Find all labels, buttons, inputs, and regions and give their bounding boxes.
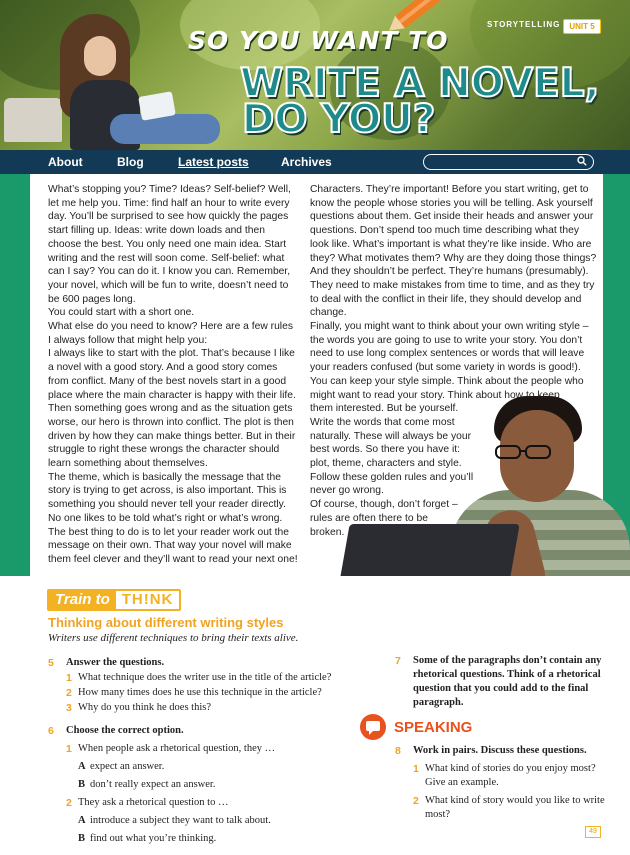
exercise-6: 6 Choose the correct option. 1 When people ask a rhetorical question, they … A expect an answer. B don’t really expect an answer. 2 They ask a rhetorical question to … A introduce a subject they want to talk about. B find out what you’re thinking. — [48, 724, 368, 846]
exercise-instruction: Answer the questions. — [66, 657, 165, 668]
paragraph: Characters. They’re important! Before you start writing, get to know the people whose stories you will be telling. Ask yourself questions about them. Get inside their heads and answer your questions. Don’t spend too much time describing what they look like. What’s important is what they’re like inside. Who are they? What motivates them? Why are they doing those things? And they shouldn’t be perfect. They’re humans (presumably). They need to make mistakes from time to time, and as they try to deal with the conflict in their life, they should develop and change. — [310, 184, 597, 319]
search-input[interactable] — [423, 154, 594, 170]
paragraph: Finally, you might want to think about your own writing style – the words you are going to use to write your story. You don’t need to use long complex sentences or words that will leave your readers confused (but some variety in words is good!). You can keep your style simple. Think about the people who might want to read your story. Think about how to keep — [310, 321, 589, 401]
section-subtitle: Writers use different techniques to bring their texts alive. — [48, 632, 299, 644]
speaking-heading: SPEAKING — [360, 714, 472, 740]
question-item: 1 When people ask a rhetorical question, they … — [66, 743, 276, 755]
paragraph: them interested. But be yourself. Write the words that come most naturally. These will always be your best words. So there you have it: plot, theme, characters and style. Follow these golden rules and you’ll never go wrong. — [310, 403, 474, 497]
nav-blog[interactable]: Blog — [117, 155, 144, 169]
exercise-5: 5 Answer the questions. 1 What technique does the writer use in the title of the article? 2 How many times does he use this technique in the article? 3 Why do you think he does this? — [48, 656, 368, 715]
paragraph: You could start with a short one. — [48, 307, 195, 319]
nav-about[interactable]: About — [48, 155, 83, 169]
option-a[interactable]: A introduce a subject they want to talk about. — [78, 815, 271, 826]
exercise-instruction: Some of the paragraphs don’t contain any rhetorical questions. Think of a rhetorical question that you could add to the final paragraph. — [413, 655, 602, 708]
question-item: 2 What kind of story would you like to write most? — [413, 795, 605, 820]
paragraph: What else do you need to know? Here are a few rules I always follow that might help you: — [48, 321, 293, 346]
title-big: WRITE A NOVEL, DO YOU? — [240, 61, 600, 142]
title-small: SO YOU WANT TO — [188, 26, 449, 55]
question-item: 3 Why do you think he does this? — [66, 702, 211, 714]
option-b[interactable]: B find out what you’re thinking. — [78, 833, 217, 844]
green-border-left — [0, 174, 30, 576]
paragraph: The theme, which is basically the message that the story is trying to get across, is also important. This is something you should never tell your reader directly. No one likes to be told what’s right or what’s wrong. The best thing to do is to let your reader work out the message on their own. That way your novel will make them feel clever and they’ll want to read your next one! — [48, 471, 298, 565]
article-column-right — [310, 183, 600, 539]
bench-image — [4, 98, 62, 142]
question-item: 2 How many times does he use this technique in the article? — [66, 687, 322, 699]
unit-badge: UNIT 5 — [563, 19, 601, 34]
unit-topic: STORYTELLING — [487, 20, 561, 29]
exercise-instruction: Choose the correct option. — [66, 725, 184, 736]
exercise-instruction: Work in pairs. Discuss these questions. — [413, 745, 587, 756]
paragraph: I always like to start with the plot. That’s because I like a novel with a good story. And a good story comes from conflict. Many of the best novels start in a good place where the main character is happy with their life. Then something goes wrong and as the situation gets worse, our hero is thrown into conflict. The plot is then driven by how they can make things better. But in their struggle to right these wrongs the character should learn something about themselves. — [48, 348, 296, 470]
question-item: 2 They ask a rhetorical question to … — [66, 797, 229, 809]
speech-bubble-icon — [360, 714, 386, 740]
exercise-7: 7 Some of the paragraphs don’t contain any rhetorical questions. Think of a rhetorical question that you could add to the final paragraph. — [395, 654, 610, 710]
train-to-think-banner: Train to TH!NK — [47, 589, 181, 611]
blog-nav-bar — [0, 150, 630, 174]
article-column-left — [48, 183, 298, 567]
paragraph: Of course, though, don’t forget – rules are often there to be broken. — [310, 499, 458, 538]
nav-archives[interactable]: Archives — [281, 155, 332, 169]
hero-banner — [0, 0, 630, 150]
search-icon[interactable] — [577, 156, 587, 166]
page-number: 49 — [585, 826, 601, 838]
paragraph: What’s stopping you? Time? Ideas? Self-belief? Well, let me help you. Time: find half an hour to write every day. You’ll be surprised to see how quickly the pages start filling up. Ideas: write down loads and then choose the best. You only need one main idea. Start writing and the rest will soon come. Self-belief: what can I say? You can do it. I know you can. Remember, your novel, which will be fun to write, doesn’t need to be 600 pages long. — [48, 184, 291, 305]
section-title: Thinking about different writing styles — [48, 615, 284, 630]
question-item: 1 What kind of stories do you enjoy most? Give an example. — [413, 763, 596, 788]
option-a[interactable]: A expect an answer. — [78, 761, 165, 772]
question-item: 1 What technique does the writer use in the title of the article? — [66, 672, 332, 684]
nav-latest-posts[interactable]: Latest posts — [178, 155, 249, 169]
exercise-8: 8 Work in pairs. Discuss these questions. 1 What kind of stories do you enjoy most? Give an example. 2 What kind of story would you like to write most? — [395, 744, 610, 822]
option-b[interactable]: B don’t really expect an answer. — [78, 779, 216, 790]
